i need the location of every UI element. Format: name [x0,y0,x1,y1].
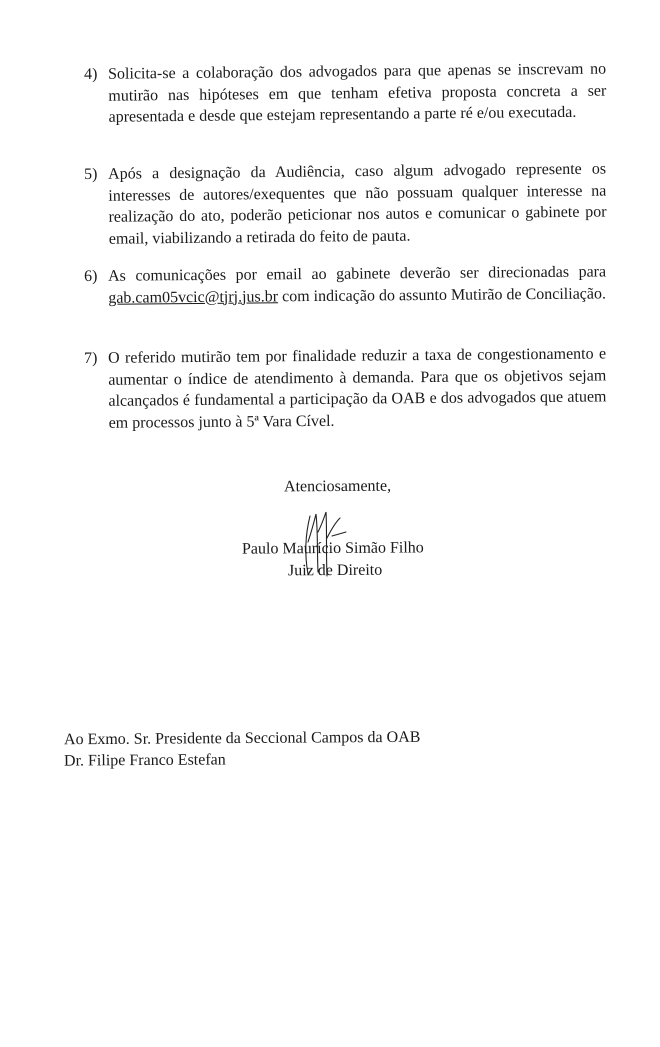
item-text [108,261,606,308]
list-item-7 [84,343,607,434]
item-text: O referido mutirão tem por finalidade reduzir a taxa de congestionamento e aumentar o índice de atendimento à demanda. Para que os objetivos sejam alcançados é fundamental a participação da OAB e dos advogados que atuem em processos junto à 5ª Vara Cível. [108,345,607,432]
closing-salutation: Atenciosamente, [283,477,392,496]
signer-role: Juiz de Direito [287,561,383,580]
item-number: 6) [84,267,98,285]
recipient-line-1: Ao Exmo. Sr. Presidente da Seccional Campos da OAB [63,728,421,749]
recipient-line-2: Dr. Filipe Franco Estefan [63,751,226,770]
item-text: Solicita-se a colaboração dos advogados para que apenas se inscrevam no mutirão nas hipóteses em que tenham efetiva proposta concreta a ser apresentada e desde que estejam representando a parte ré e/ou executada. [108,60,607,126]
item-text-before-email: As comunicações por email ao gabinete deverão ser direcionadas para [108,263,607,285]
item-number: 4) [84,65,98,83]
item-number: 7) [84,349,98,367]
signer-name: Paulo Maurício Simão Filho [241,539,424,558]
item-number: 5) [84,165,98,183]
item-text: Após a designação da Audiência, caso algum advogado represente os interesses de autores/exequentes que não possuam qualquer interesse na realização do ato, poderão peticionar nos autos e comunicar o gabinete por email, viabilizando a retirada do feito de pauta. [108,160,607,248]
list-item-4 [84,59,607,129]
list-item-6 [84,261,606,309]
email-address: gab.cam05vcic@tjrj.jus.br [108,287,279,307]
list-item-5 [84,159,607,250]
item-text-after-email: com indicação do assunto Mutirão de Conciliação. [281,284,607,305]
